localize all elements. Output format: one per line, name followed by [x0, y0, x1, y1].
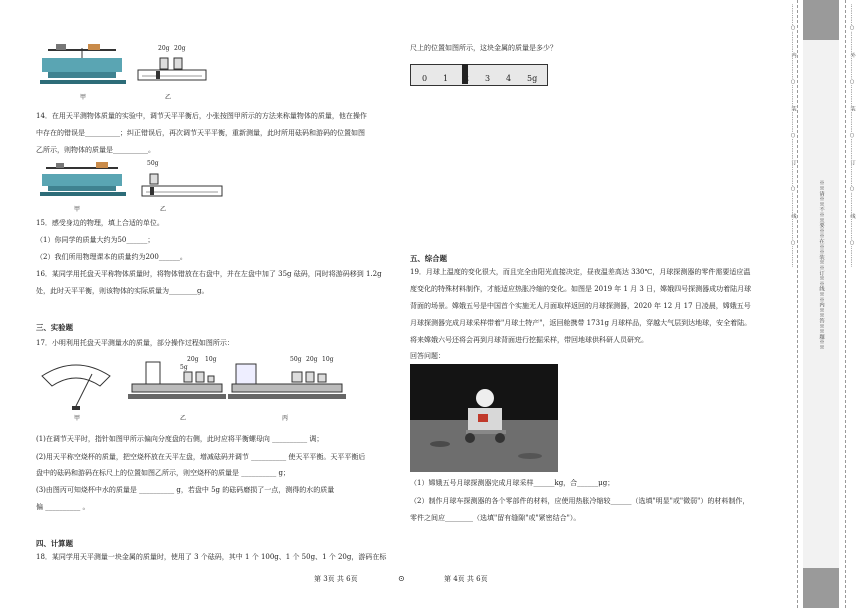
q18-continued: 尺上的位置如图所示，这块金属的质量是多少？: [410, 44, 557, 52]
q15-line-2: （1）你同学的质量大约为50______；: [36, 236, 155, 244]
fig3-w5: 20g: [306, 356, 318, 363]
fig2-label-a: 甲: [74, 206, 81, 213]
section-3-heading: 三、实验题: [36, 323, 73, 332]
answer-prompt: 回答问题：: [410, 352, 445, 360]
fig1-label-a: 甲: [80, 94, 87, 101]
ruler-tick-2: 2: [464, 74, 470, 83]
q16-line-1: 16．某同学用托盘天平称物体质量时，将物体错放在右盘中，并在左盘中加了 35g 砝码，同时将游码移到 1.2g: [36, 270, 382, 278]
q15-line-1: 15．感受身边的物理，填上合适的单位。: [36, 219, 164, 227]
fig1-label-b: 乙: [165, 94, 172, 101]
fig3-w6: 10g: [322, 356, 334, 363]
q19-line-1: 19．月球上温度的变化很大，而且完全由阳光直接决定，昼夜温差高达 330℃，月球探测器的零件需要适应温: [410, 268, 751, 276]
page-separator-icon: ⊙: [398, 574, 405, 583]
q15-line-3: （2）我们所用物理课本的质量约为200______。: [36, 253, 187, 261]
fig1-weight-a: 20g: [158, 45, 170, 52]
q17-part-3b: 偏 __________ 。: [36, 503, 90, 511]
fig2-label-b: 乙: [160, 206, 167, 213]
ruler-tick-3: 3: [485, 74, 491, 83]
sidebar-bottom-block: [803, 568, 839, 608]
fig3-label-c: 丙: [282, 415, 289, 422]
binding-inner-line: …………○…………内…………○…………装…………○…………订…………○…………线…………○…………: [790, 4, 796, 268]
page-number-left: 第 3页 共 6页: [314, 575, 358, 583]
ruler-tick-5: 5g: [527, 74, 538, 83]
section-4-heading: 四、计算题: [36, 539, 73, 548]
q19-part-2a: （2）制作月球车探测器的各个零部件的材料，应使用热胀冷缩较______（选填"明显"或"微弱"）的材料制作，: [410, 497, 750, 505]
q17-part-2b: 盘中的砝码和游码在标尺上的位置如图乙所示，则空烧杯的质量是 __________ g；: [36, 469, 290, 477]
q17-part-2a: (2)用天平称空烧杯的质量，把空烧杯放在天平左盘，增减砝码并调节 __________ 使天平平衡。天平平衡后: [36, 453, 366, 461]
q14-line-3: 乙所示，则物体的质量是__________。: [36, 146, 155, 154]
binding-outer-line: …………○…………外…………○…………装…………○…………订…………○…………线…………○…………: [849, 4, 855, 268]
q17-stem: 17．小明利用托盘天平测量水的质量，部分操作过程如图所示：: [36, 339, 234, 347]
q19-line-2: 度变化的特殊材料制作，才能适应热胀冷缩的变化。如图是 2019 年 1 月 3 日，嫦娥四号探测器成功着陆月球: [410, 285, 752, 293]
q16-line-2: 处，此时天平平衡，则该物体的实际质量为________g。: [36, 287, 209, 295]
fig3-w1: 20g: [187, 356, 199, 363]
fig3-label-a: 甲: [74, 415, 81, 422]
figure-balance-3: [36, 354, 376, 422]
q18-stem: 18．某同学用天平测量一块金属的质量时，使用了 3 个砝码，其中 1 个 100g、1 个 50g、1 个 20g，游码在标: [36, 553, 387, 561]
fig1-weight-b: 20g: [174, 45, 186, 52]
section-5-heading: 五、综合题: [410, 254, 447, 263]
binding-dashed-line-outer: [845, 0, 846, 608]
q14-line-2: 中存在的错误是__________；纠正错误后，再次调节天平平衡，重新测量，此时所用砝码和游码的位置如图: [36, 129, 365, 137]
q17-part-3a: (3)由图丙可知烧杯中水的质量是 __________ g，若盘中 5g 的砝码磨损了一点，测得的水的质量: [36, 486, 335, 494]
figure-balance-1: [38, 40, 238, 102]
lunar-rover-photo: [410, 364, 558, 472]
q19-line-5: 将来嫦娥六号还将会再到月球背面进行挖掘采样，带回地球供科研人员研究。: [410, 336, 648, 344]
figure-balance-2: [38, 162, 238, 210]
q19-part-2b: 零件之间应________（选填"留有缝隙"或"紧密结合"）。: [410, 514, 581, 522]
fig3-w4: 50g: [290, 356, 302, 363]
q19-line-3: 背面的场景。嫦娥五号是中国首个实施无人月面取样返回的月球探测器，2020 年 12 月 17 日凌晨，嫦娥五号: [410, 302, 751, 310]
binding-dashed-line: [797, 0, 798, 608]
q19-line-4: 月球探测器完成月球采样带着"月球土特产"，返回舱携带 1731g 月球样品，穿越大气层到达地球，安全着陆。: [410, 319, 752, 327]
ruler-tick-4: 4: [506, 74, 512, 83]
binding-sidebar: [803, 0, 839, 608]
sidebar-top-block: [803, 0, 839, 40]
q19-part-1: （1）嫦娥五号月球探测器完成月球采样______kg，合______μg；: [410, 479, 615, 487]
q17-part-1: (1)在调节天平时，指针如图甲所示偏向分度盘的右侧，此时应将平衡螺母向 __________ 调；: [36, 435, 324, 443]
fig2-weight: 50g: [147, 160, 159, 167]
q14-line-1: 14．在用天平测物体质量的实验中，调节天平平衡后，小张按图甲所示的方法来称量物体的质量，他在操作: [36, 112, 367, 120]
fig3-w3: 5g: [180, 364, 188, 371]
ruler-tick-0: 0: [422, 74, 428, 83]
fig3-label-b: 乙: [180, 415, 187, 422]
fig3-w2: 10g: [205, 356, 217, 363]
page-number-right: 第 4页 共 6页: [444, 575, 488, 583]
ruler-tick-1: 1: [443, 74, 449, 83]
binding-notice: ※※请※※不※※要※※在※※装※※订※※线※※内※※答※※题※※: [818, 180, 824, 350]
